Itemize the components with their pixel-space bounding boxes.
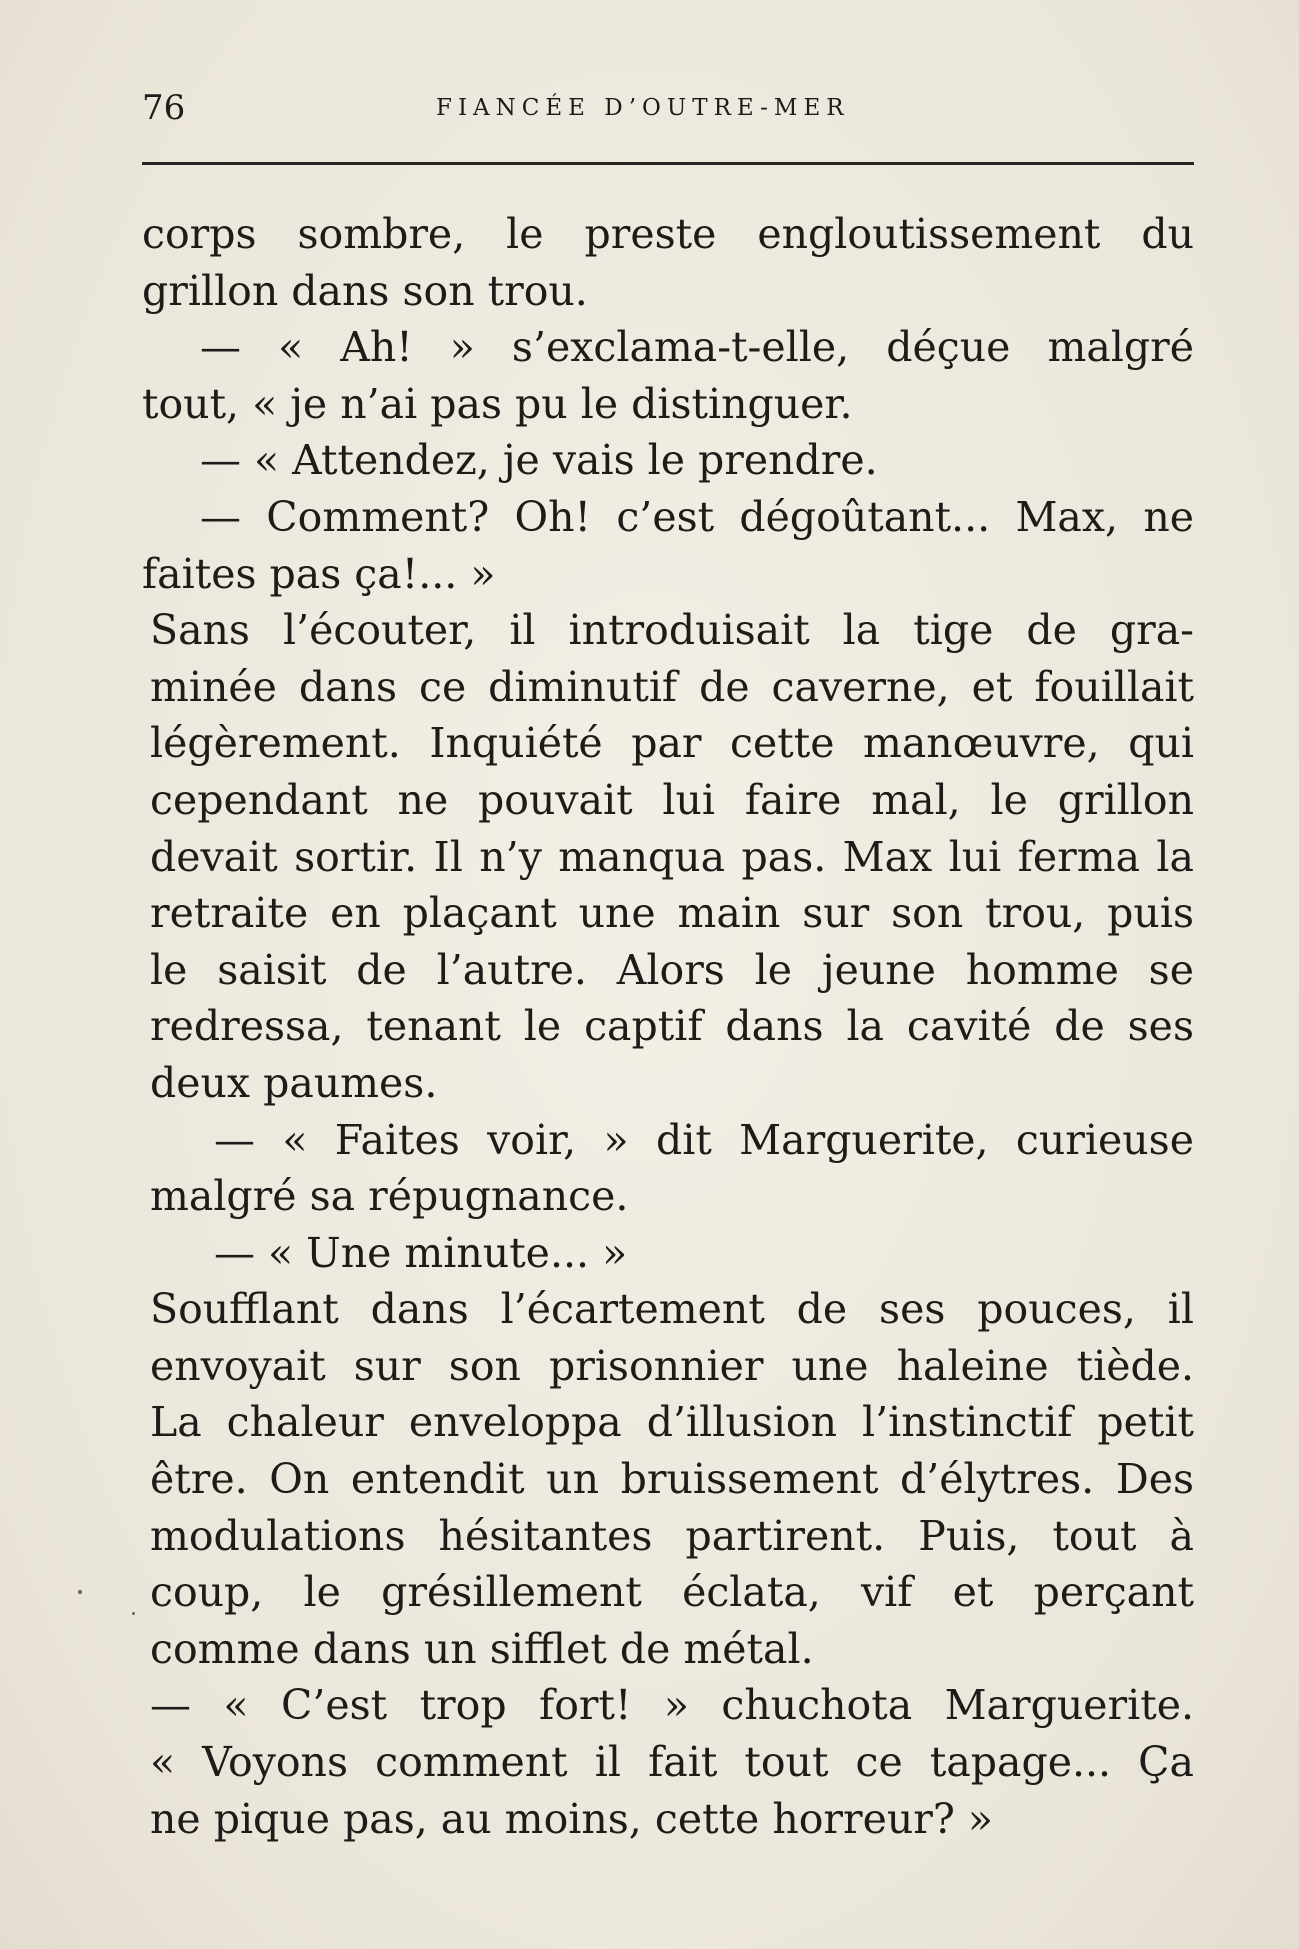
text-line: être. On entendit un bruissement d’élytres. Des: [150, 1455, 1194, 1504]
text-line: ne pique pas, au moins, cette horreur? »: [150, 1794, 994, 1843]
text-line: devait sortir. Il n’y manqua pas. Max lui ferma la: [150, 832, 1194, 881]
text-line: — « Une minute... »: [214, 1228, 628, 1277]
body-text: [142, 206, 1194, 1847]
header-rule: [142, 162, 1194, 165]
text-line: — Comment? Oh! c’est dégoûtant... Max, ne: [200, 492, 1194, 541]
text-line: « Voyons comment il fait tout ce tapage... Ça: [150, 1738, 1194, 1787]
text-line: modulations hésitantes partirent. Puis, tout à: [150, 1511, 1194, 1560]
text-line: — « Attendez, je vais le prendre.: [200, 436, 878, 485]
text-line: — « C’est trop fort! » chuchota Marguerite.: [150, 1681, 1194, 1730]
text-line: malgré sa répugnance.: [150, 1172, 629, 1221]
text-line: minée dans ce diminutif de caverne, et fouillait: [150, 662, 1194, 711]
text-line: La chaleur enveloppa d’illusion l’instinctif petit: [150, 1398, 1194, 1447]
text-line: envoyait sur son prisonnier une haleine tiède.: [150, 1341, 1194, 1390]
text-line: légèrement. Inquiété par cette manœuvre, qui: [150, 719, 1194, 768]
text-line: deux paumes.: [150, 1058, 438, 1107]
text-line: corps sombre, le preste engloutissement du: [142, 210, 1194, 258]
text-line: redressa, tenant le captif dans la cavité de ses: [150, 1002, 1194, 1051]
paper-speck: [132, 1612, 135, 1615]
text-line: Soufflant dans l’écartement de ses pouces, il: [150, 1285, 1194, 1334]
text-line: retraite en plaçant une main sur son trou, puis: [150, 889, 1194, 938]
text-line: — « Ah! » s’exclama-t-elle, déçue malgré: [200, 323, 1194, 372]
text-line: Sans l’écouter, il introduisait la tige de gra-: [150, 606, 1194, 655]
text-line: — « Faites voir, » dit Marguerite, curieuse: [214, 1115, 1194, 1164]
text-line: comme dans un sifflet de métal.: [150, 1624, 814, 1673]
running-title: FIANCÉE D’OUTRE-MER: [436, 95, 850, 121]
page-number: 76: [142, 88, 186, 128]
text-line: tout, « je n’ai pas pu le distinguer.: [142, 379, 853, 428]
text-line: le saisit de l’autre. Alors le jeune homme se: [150, 945, 1194, 994]
text-line: cependant ne pouvait lui faire mal, le grillon: [150, 775, 1194, 824]
text-line: coup, le grésillement éclata, vif et perçant: [150, 1568, 1194, 1617]
text-line: grillon dans son trou.: [142, 266, 588, 315]
page-header: [142, 88, 1192, 128]
paper-speck: [78, 1590, 82, 1594]
text-line: faites pas ça!... »: [142, 549, 496, 598]
